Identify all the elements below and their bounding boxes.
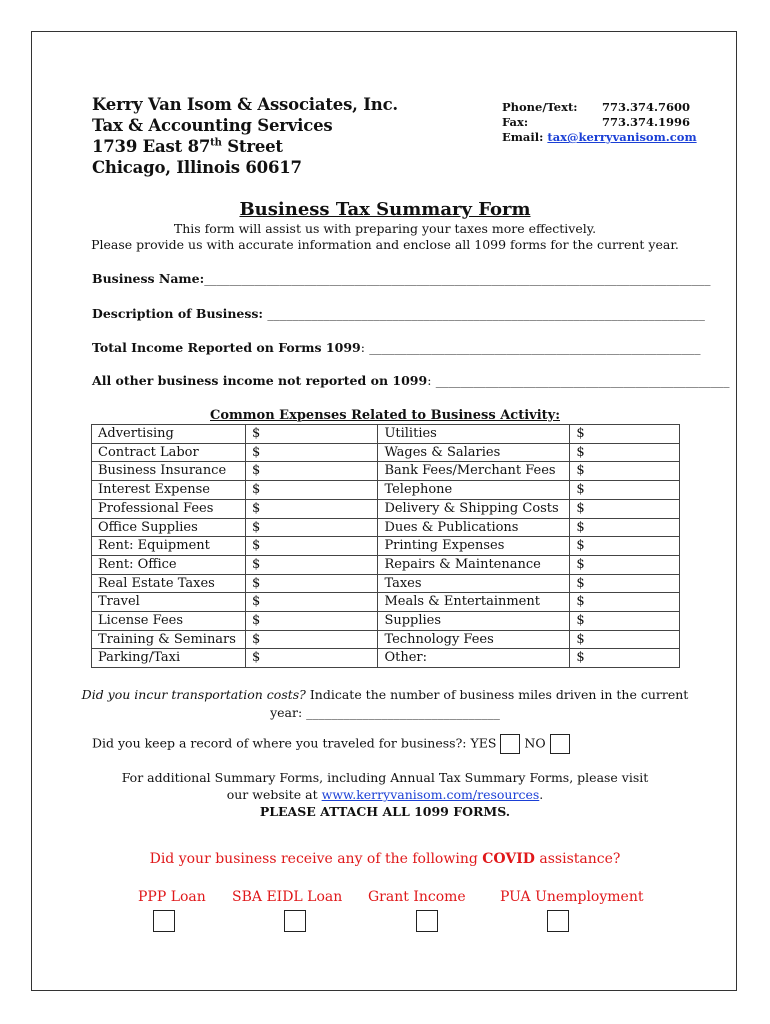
expense-label: Office Supplies <box>92 518 246 537</box>
email-link[interactable]: tax@kerryvanisom.com <box>547 130 697 144</box>
expense-amount[interactable]: $ <box>245 481 377 500</box>
additional-forms-text: For additional Summary Forms, including Annual Tax Summary Forms, please visit <box>121 770 649 785</box>
expense-amount[interactable]: $ <box>245 462 377 481</box>
expense-amount[interactable]: $ <box>570 462 680 481</box>
form-title: Business Tax Summary Form <box>239 199 531 220</box>
expense-label: Rent: Equipment <box>92 537 246 556</box>
expense-label: Advertising <box>92 425 246 444</box>
expense-amount[interactable]: $ <box>570 481 680 500</box>
expense-amount[interactable]: $ <box>245 574 377 593</box>
option-sba-eidl-loan: SBA EIDL Loan <box>232 889 343 905</box>
expense-label: Travel <box>92 593 246 612</box>
expense-amount[interactable]: $ <box>570 555 680 574</box>
no-checkbox[interactable] <box>550 734 570 754</box>
expense-label: Taxes <box>378 574 570 593</box>
expense-label: License Fees <box>92 612 246 631</box>
option-ppp-loan: PPP Loan <box>138 889 206 905</box>
table-row <box>92 499 680 518</box>
description-field[interactable]: Description of Business: ______________________________________________________________________ <box>92 306 705 321</box>
contact-email: Email: tax@kerryvanisom.com <box>502 130 697 144</box>
expense-label: Rent: Office <box>92 555 246 574</box>
expense-amount[interactable]: $ <box>245 555 377 574</box>
expense-amount[interactable]: $ <box>245 425 377 444</box>
table-row <box>92 443 680 462</box>
expense-label: Interest Expense <box>92 481 246 500</box>
expense-amount[interactable]: $ <box>570 499 680 518</box>
table-row <box>92 593 680 612</box>
company-name: Kerry Van Isom & Associates, Inc. <box>92 95 398 114</box>
pua-unemployment-checkbox[interactable] <box>547 910 569 932</box>
ppp-loan-checkbox[interactable] <box>153 910 175 932</box>
attach-notice: PLEASE ATTACH ALL 1099 FORMS. <box>259 804 511 819</box>
expense-amount[interactable]: $ <box>245 537 377 556</box>
form-subtitle-2: Please provide us with accurate information and enclose all 1099 forms for the current year. <box>91 237 679 252</box>
total-income-field[interactable]: Total Income Reported on Forms 1099: _____________________________________________________ <box>92 340 701 355</box>
expenses-heading: Common Expenses Related to Business Activity: <box>210 408 560 423</box>
table-row <box>92 649 680 668</box>
expense-amount[interactable]: $ <box>570 574 680 593</box>
expense-label: Supplies <box>378 612 570 631</box>
expense-label: Telephone <box>378 481 570 500</box>
expense-label: Utilities <box>378 425 570 444</box>
expense-amount[interactable]: $ <box>245 499 377 518</box>
company-street: 1739 East 87th Street <box>92 137 283 156</box>
option-grant-income: Grant Income <box>368 889 466 905</box>
option-pua-unemployment: PUA Unemployment <box>500 889 644 905</box>
expense-label: Dues & Publications <box>378 518 570 537</box>
expense-label: Bank Fees/Merchant Fees <box>378 462 570 481</box>
transport-question: Did you incur transportation costs? Indicate the number of business miles driven in the current <box>81 687 689 702</box>
expense-amount[interactable]: $ <box>245 593 377 612</box>
expense-amount[interactable]: $ <box>245 612 377 631</box>
expense-amount[interactable]: $ <box>570 649 680 668</box>
sba-eidl-loan-checkbox[interactable] <box>284 910 306 932</box>
table-row <box>92 612 680 631</box>
contact-phone: Phone/Text: 773.374.7600 <box>502 100 691 114</box>
expense-amount[interactable]: $ <box>570 443 680 462</box>
expense-label: Contract Labor <box>92 443 246 462</box>
expense-label: Parking/Taxi <box>92 649 246 668</box>
transport-year-field[interactable]: year: _______________________________ <box>270 705 500 720</box>
expense-label: Business Insurance <box>92 462 246 481</box>
company-city: Chicago, Illinois 60617 <box>92 158 302 177</box>
table-row <box>92 425 680 444</box>
form-subtitle-1: This form will assist us with preparing your taxes more effectively. <box>173 221 597 236</box>
expense-amount[interactable]: $ <box>570 630 680 649</box>
expense-label: Wages & Salaries <box>378 443 570 462</box>
table-row <box>92 462 680 481</box>
expense-amount[interactable]: $ <box>245 649 377 668</box>
contact-fax: Fax: 773.374.1996 <box>502 115 691 129</box>
expense-amount[interactable]: $ <box>245 443 377 462</box>
expense-label: Real Estate Taxes <box>92 574 246 593</box>
expense-amount[interactable]: $ <box>245 518 377 537</box>
expense-amount[interactable]: $ <box>570 537 680 556</box>
other-income-field[interactable]: All other business income not reported on 1099: _______________________________________________ <box>92 373 730 388</box>
expense-label: Printing Expenses <box>378 537 570 556</box>
table-row <box>92 518 680 537</box>
expense-label: Professional Fees <box>92 499 246 518</box>
expense-amount[interactable]: $ <box>570 593 680 612</box>
expense-amount[interactable]: $ <box>570 518 680 537</box>
expense-label: Meals & Entertainment <box>378 593 570 612</box>
table-row <box>92 555 680 574</box>
expense-amount[interactable]: $ <box>570 612 680 631</box>
covid-question: Did your business receive any of the following COVID assistance? <box>149 851 621 867</box>
grant-income-checkbox[interactable] <box>416 910 438 932</box>
expenses-table <box>91 424 680 668</box>
table-row <box>92 537 680 556</box>
expense-label: Technology Fees <box>378 630 570 649</box>
expense-label: Delivery & Shipping Costs <box>378 499 570 518</box>
website-link[interactable]: www.kerryvanisom.com/resources <box>321 787 540 802</box>
table-row <box>92 481 680 500</box>
table-row <box>92 574 680 593</box>
expense-label: Other: <box>378 649 570 668</box>
expense-amount[interactable]: $ <box>245 630 377 649</box>
company-services: Tax & Accounting Services <box>92 116 333 135</box>
business-name-field[interactable]: Business Name:_________________________________________________________________________________ <box>92 271 711 286</box>
expense-label: Repairs & Maintenance <box>378 555 570 574</box>
yes-checkbox[interactable] <box>500 734 520 754</box>
expense-label: Training & Seminars <box>92 630 246 649</box>
expense-amount[interactable]: $ <box>570 425 680 444</box>
table-row <box>92 630 680 649</box>
website-line: our website at www.kerryvanisom.com/resources. <box>226 787 544 802</box>
record-question: Did you keep a record of where you traveled for business?: YES NO <box>92 734 570 754</box>
